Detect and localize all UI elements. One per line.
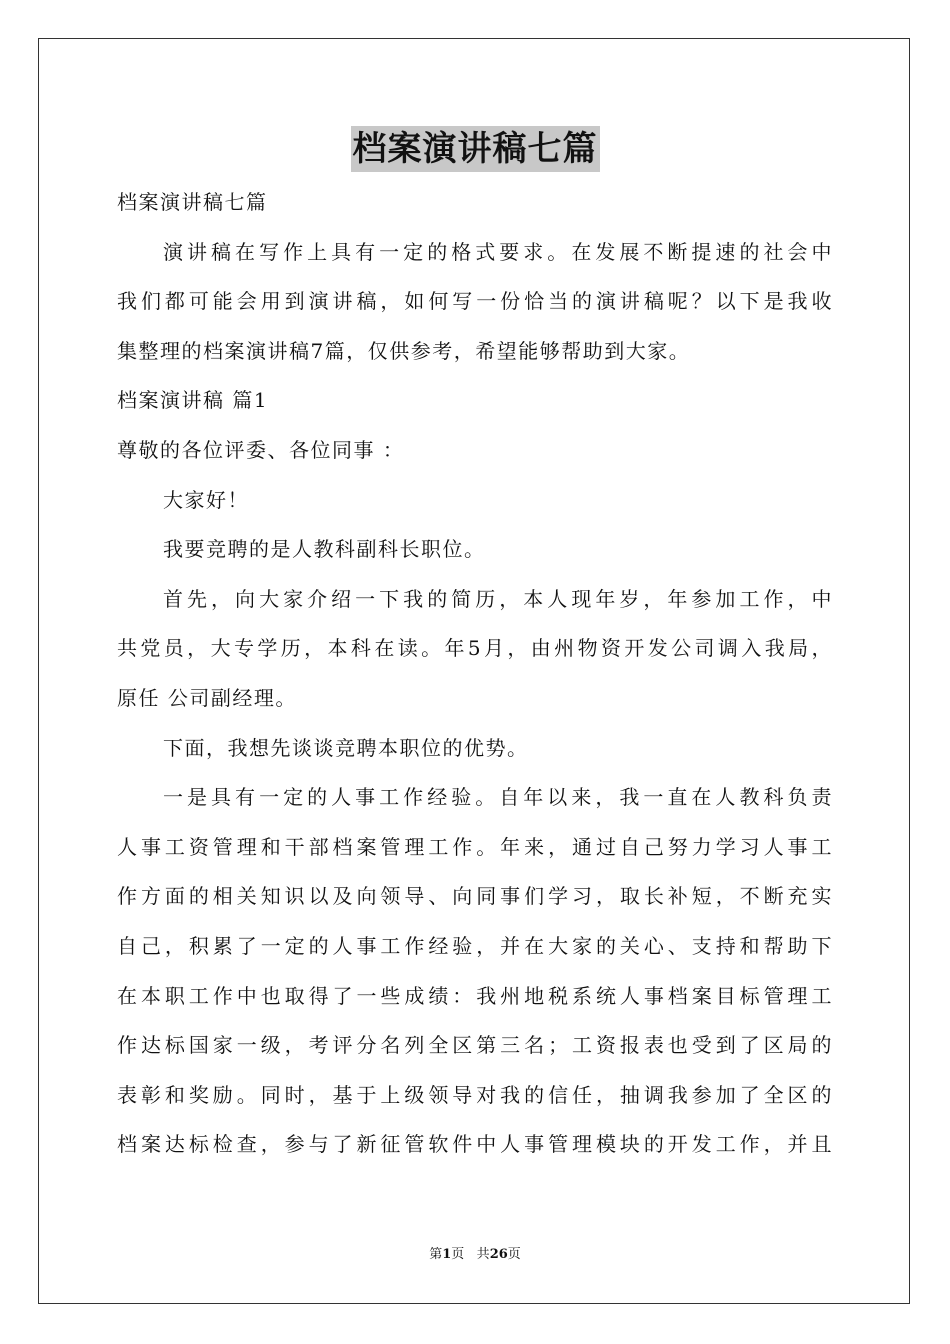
text-line: 人事工资管理和干部档案管理工作。年来，通过自己努力学习人事工	[117, 834, 833, 859]
footer-prefix: 第	[429, 1247, 443, 1262]
text-line: 自己，积累了一定的人事工作经验，并在大家的关心、支持和帮助下	[117, 933, 833, 958]
footer-page-suffix: 页	[451, 1247, 465, 1262]
page-footer	[0, 1246, 950, 1264]
document-title: 档案演讲稿七篇	[351, 126, 600, 172]
text-line: 档案演讲稿 篇1	[117, 388, 269, 413]
text-line: 作方面的相关知识以及向领导、向同事们学习，取长补短，不断充实	[117, 884, 833, 909]
text-line: 首先，向大家介绍一下我的简历，本人现年岁，年参加工作，中	[163, 586, 833, 611]
title-wrap	[0, 126, 950, 172]
text-line: 表彰和奖励。同时，基于上级领导对我的信任，抽调我参加了全区的	[117, 1082, 833, 1107]
footer-total-suffix: 页	[507, 1247, 521, 1262]
footer-total-prefix: 共	[476, 1247, 490, 1262]
text-line: 集整理的档案演讲稿7篇，仅供参考，希望能够帮助到大家。	[117, 338, 691, 363]
text-line: 下面，我想先谈谈竞聘本职位的优势。	[163, 735, 529, 760]
footer-current-page: 1	[442, 1247, 452, 1262]
text-line: 作达标国家一级，考评分名列全区第三名；工资报表也受到了区局的	[117, 1033, 833, 1058]
text-line: 我们都可能会用到演讲稿，如何写一份恰当的演讲稿呢？以下是我收	[117, 289, 833, 314]
text-line: 我要竞聘的是人教科副科长职位。	[163, 537, 486, 562]
text-line: 演讲稿在写作上具有一定的格式要求。在发展不断提速的社会中	[163, 239, 833, 264]
text-line: 档案演讲稿七篇	[117, 190, 268, 214]
text-line: 档案达标检查，参与了新征管软件中人事管理模块的开发工作，并且	[117, 1132, 833, 1157]
text-line: 共党员，大专学历，本科在读。年5月，由州物资开发公司调入我局，	[117, 636, 833, 661]
document-body	[117, 178, 833, 1170]
text-line: 在本职工作中也取得了一些成绩：我州地税系统人事档案目标管理工	[117, 983, 833, 1008]
text-line: 大家好！	[163, 487, 249, 512]
text-line: 尊敬的各位评委、各位同事 ：	[117, 437, 405, 462]
footer-total-pages: 26	[489, 1247, 508, 1262]
text-line: 原任 公司副经理。	[117, 685, 297, 710]
text-line: 一是具有一定的人事工作经验。自年以来，我一直在人教科负责	[163, 785, 833, 810]
